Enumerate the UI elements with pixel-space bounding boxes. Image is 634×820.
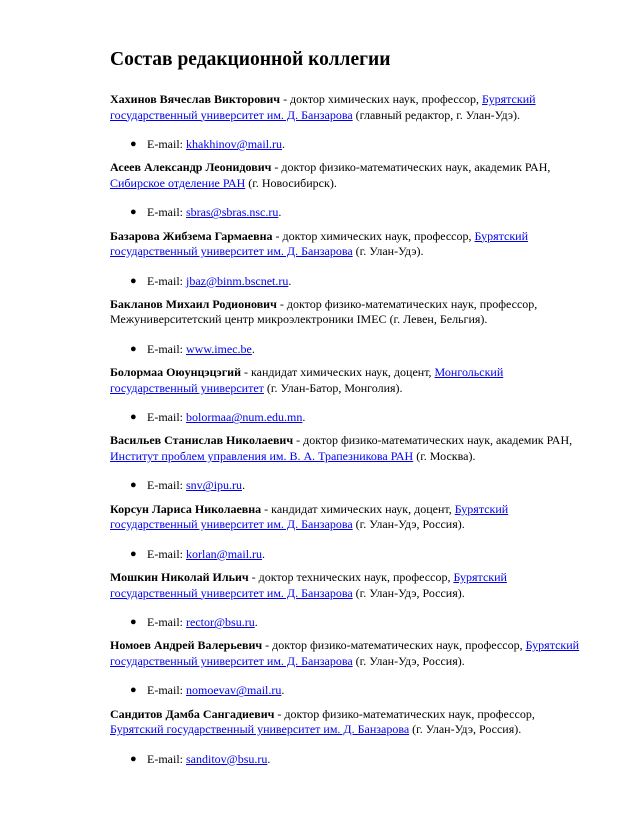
member-title: - доктор физико-математических наук, профессор, xyxy=(262,638,526,653)
bullet-icon: ● xyxy=(130,342,137,355)
member-title: - доктор физико-математических наук, профессор, xyxy=(274,706,535,721)
email-list-item: ● E-mail: jbaz@binm.bscnet.ru. xyxy=(130,273,292,288)
member-name: Васильев Станислав Николаевич xyxy=(110,433,294,448)
member-title: - кандидат химических наук, доцент, xyxy=(241,365,435,380)
board-member xyxy=(110,229,580,297)
member-description xyxy=(110,365,580,396)
email-link[interactable]: korlan@mail.ru xyxy=(186,546,263,561)
email-label: E-mail: xyxy=(147,137,183,151)
email-link[interactable]: snv@ipu.ru xyxy=(186,478,243,493)
email-label: E-mail: xyxy=(147,205,183,220)
bullet-icon: ● xyxy=(130,479,137,492)
email-label: E-mail: xyxy=(147,410,183,425)
bullet-icon: ● xyxy=(130,684,137,697)
bullet-icon: ● xyxy=(130,206,137,219)
member-description xyxy=(110,297,580,328)
board-member xyxy=(110,502,580,570)
member-name: Базарова Жибзема Гармаевна xyxy=(110,228,273,243)
email-link[interactable]: sbras@sbras.nsc.ru xyxy=(186,205,279,220)
email-label: E-mail: xyxy=(147,478,183,493)
member-title: - доктор физико-математических наук, академик РАН, xyxy=(293,433,573,448)
email-link[interactable]: khakhinov@mail.ru xyxy=(186,137,283,151)
board-member xyxy=(110,638,580,706)
member-location: (г. Улан-Батор, Монголия). xyxy=(263,380,403,395)
member-location: (г. Улан-Удэ, Россия). xyxy=(352,517,465,532)
email-list-item: ● E-mail: snv@ipu.ru. xyxy=(130,478,246,493)
member-name: Асеев Александр Леонидович xyxy=(110,160,272,175)
email-list-item: ● E-mail: sanditov@bsu.ru. xyxy=(130,751,271,766)
board-member xyxy=(110,707,580,775)
member-title: - доктор физико-математических наук, профессор, Межуниверситетский центр микроэлектроники IMEC (г. Левен, Бельгия). xyxy=(110,296,538,327)
board-member xyxy=(110,570,580,638)
affiliation-link[interactable]: Институт проблем управления им. В. А. Трапезникова РАН xyxy=(110,448,414,463)
page-title: Состав редакционной коллегии xyxy=(110,49,391,70)
affiliation-link[interactable]: Бурятский государственный университет им. Д. Банзарова xyxy=(110,638,580,668)
email-label: E-mail: xyxy=(147,751,183,766)
bullet-icon: ● xyxy=(130,411,137,424)
member-name: Болормаа Оюунцэцэгий xyxy=(110,365,241,380)
email-link[interactable]: sanditov@bsu.ru xyxy=(186,751,268,766)
member-description xyxy=(110,570,580,601)
email-label: E-mail: xyxy=(147,546,183,561)
member-title: - доктор физико-математических наук, академик РАН, xyxy=(271,160,551,175)
member-location: (г. Улан-Удэ, Россия). xyxy=(352,653,465,668)
email-list-item: ● E-mail: bolormaa@num.edu.mn. xyxy=(130,410,306,425)
email-list-item: ● E-mail: www.imec.be. xyxy=(130,341,255,356)
member-location: (г. Москва). xyxy=(413,448,476,463)
member-name: Корсун Лариса Николаевна xyxy=(110,501,262,516)
board-member xyxy=(110,433,580,501)
board-member xyxy=(110,92,580,160)
board-member xyxy=(110,365,580,433)
member-name: Сандитов Дамба Сангадиевич xyxy=(110,706,275,721)
member-description xyxy=(110,229,580,260)
member-description xyxy=(110,707,580,738)
affiliation-link[interactable]: Бурятский государственный университет им. Д. Банзарова xyxy=(110,722,410,737)
member-title: - кандидат химических наук, доцент, xyxy=(261,501,455,516)
member-location: (г. Улан-Удэ). xyxy=(352,244,424,259)
affiliation-link[interactable]: Бурятский государственный университет им. Д. Банзарова xyxy=(110,228,529,259)
bullet-icon: ● xyxy=(130,547,137,560)
member-location: (главный редактор, г. Улан-Удэ). xyxy=(352,107,521,122)
member-description xyxy=(110,433,580,464)
email-list-item: ● E-mail: khakhinov@mail.ru. xyxy=(130,137,286,151)
member-description xyxy=(110,502,580,533)
email-link[interactable]: rector@bsu.ru xyxy=(186,615,255,630)
board-member xyxy=(110,160,580,228)
member-name: Бакланов Михаил Родионович xyxy=(110,296,277,311)
email-link[interactable]: jbaz@binm.bscnet.ru xyxy=(186,273,289,288)
member-title: - доктор технических наук, профессор, xyxy=(248,570,454,585)
bullet-icon: ● xyxy=(130,138,137,150)
email-list-item: ● E-mail: korlan@mail.ru. xyxy=(130,546,266,561)
member-location: (г. Улан-Удэ, Россия). xyxy=(409,722,522,737)
email-list-item: ● E-mail: sbras@sbras.nsc.ru. xyxy=(130,205,282,220)
email-link[interactable]: bolormaa@num.edu.mn xyxy=(186,410,303,425)
affiliation-link[interactable]: Бурятский государственный университет им. Д. Банзарова xyxy=(110,570,507,600)
bullet-icon: ● xyxy=(130,616,137,629)
bullet-icon: ● xyxy=(130,752,137,765)
affiliation-link[interactable]: Монгольский государственный университет xyxy=(110,365,504,395)
email-label: E-mail: xyxy=(147,341,183,356)
email-label: E-mail: xyxy=(147,273,183,288)
member-name: Мошкин Николай Ильич xyxy=(110,570,249,585)
member-title: - доктор химических наук, профессор, xyxy=(280,92,483,106)
affiliation-link[interactable]: Бурятский государственный университет им. Д. Банзарова xyxy=(110,92,536,122)
member-name: Хахинов Вячеслав Викторович xyxy=(110,92,281,106)
member-location: (г. Улан-Удэ, Россия). xyxy=(352,585,465,600)
member-name: Номоев Андрей Валерьевич xyxy=(110,638,263,653)
affiliation-link[interactable]: Бурятский государственный университет им. Д. Банзарова xyxy=(110,501,509,532)
email-link[interactable]: nomoevav@mail.ru xyxy=(186,683,282,698)
member-description xyxy=(110,638,580,669)
email-link[interactable]: www.imec.be xyxy=(186,341,252,356)
member-location: (г. Новосибирск). xyxy=(245,175,337,190)
email-label: E-mail: xyxy=(147,683,183,698)
email-list-item: ● E-mail: nomoevav@mail.ru. xyxy=(130,683,285,698)
email-list-item: ● E-mail: rector@bsu.ru. xyxy=(130,615,258,630)
member-description xyxy=(110,92,580,123)
editorial-board-list xyxy=(110,92,580,775)
member-description xyxy=(110,160,580,191)
board-member xyxy=(110,297,580,365)
email-label: E-mail: xyxy=(147,615,183,630)
affiliation-link[interactable]: Сибирское отделение РАН xyxy=(110,175,246,190)
member-title: - доктор химических наук, профессор, xyxy=(272,228,475,243)
bullet-icon: ● xyxy=(130,274,137,287)
